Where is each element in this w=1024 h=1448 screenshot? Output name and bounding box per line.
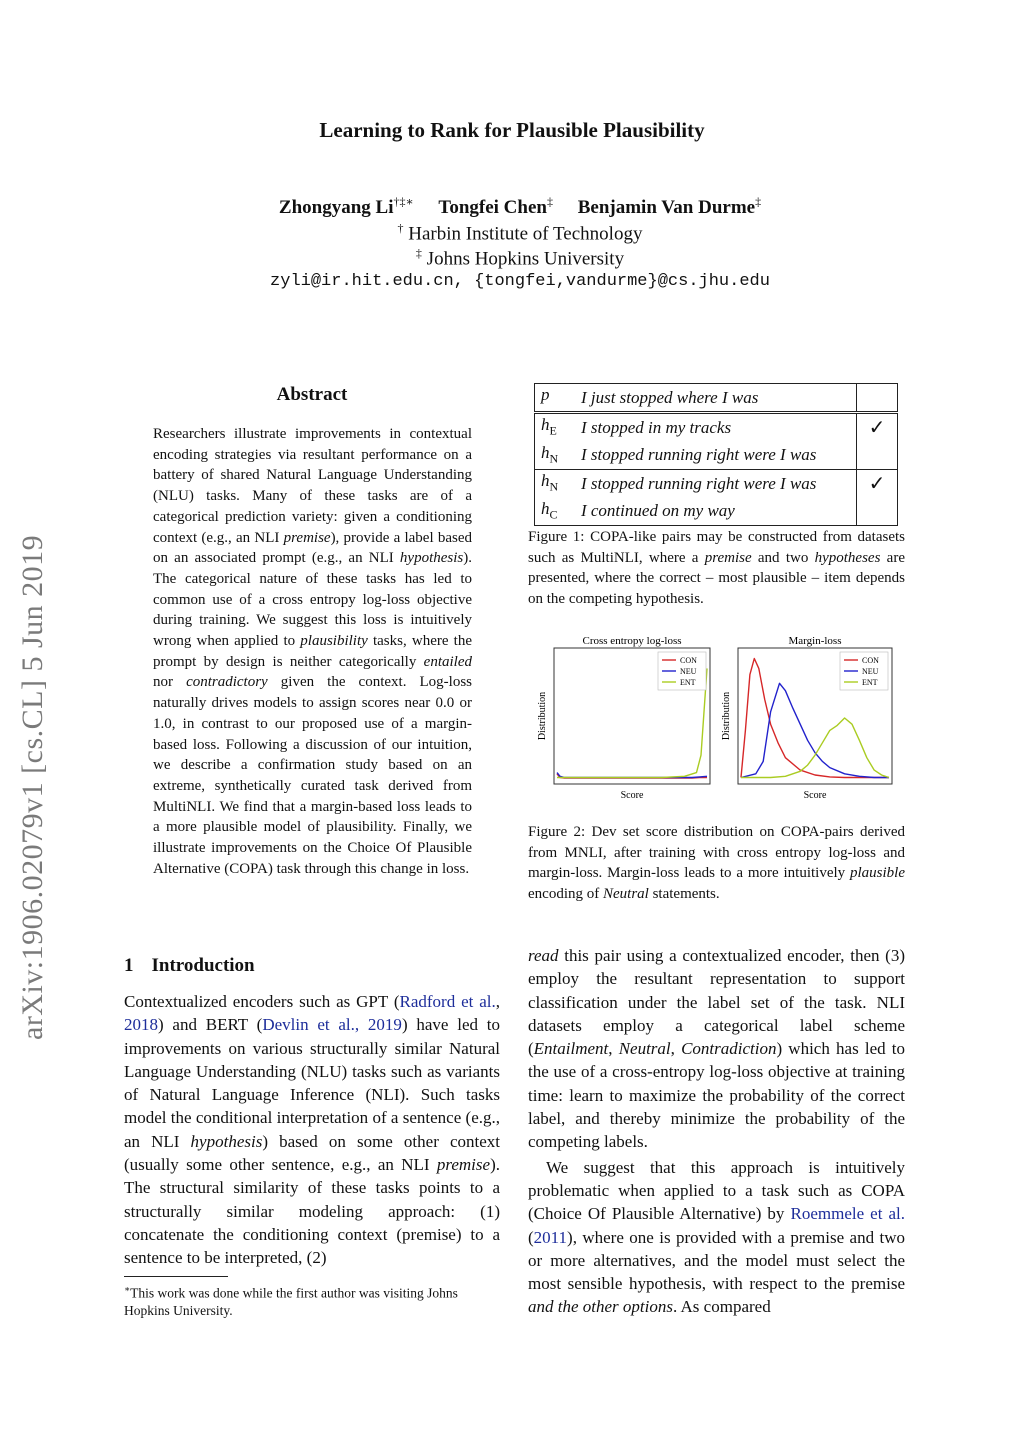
- legend-label: NEU: [862, 667, 879, 676]
- check-icon: ✓: [857, 413, 898, 442]
- series-line-neu: [741, 683, 889, 777]
- table-row: $h_N$ I stopped running right were I was ✓: [535, 470, 898, 498]
- legend-label: CON: [680, 656, 697, 665]
- legend-label: ENT: [680, 678, 696, 687]
- abstract-body: Researchers illustrate improvements in contextual encoding strategies via resultant performance on a battery of shared Natural Language Understanding (NLU) tasks. Many of these tasks are of a categorical prediction variety: given a conditioning context (e.g., an NLI premise), provide a label based on an associated prompt (e.g., an NLI hypothesis). The categorical nature of these tasks has led to common use of a cross entropy log-loss objective during training. We suggest this loss is intuitively wrong when applied to plausibility tasks, where the prompt by design is neither categorically entailed nor contradictory given the context. Log-loss naturally drives models to assign scores near 0.0 or 1.0, in contrast to our proposed use of a margin-based loss. Following a discussion of our intuition, we describe a confirmation study based on an extreme, synthetically curated task derived from MultiNLI. We find that a margin-based loss leads to a more plausible model of plausibility. Finally, we illustrate improvements on the Choice Of Plausible Alternative (COPA) task through this change in loss.: [153, 426, 473, 877]
- check-icon: [857, 442, 898, 470]
- citation-link[interactable]: 2018: [124, 1015, 158, 1035]
- author: Tongfei Chen‡: [438, 195, 553, 219]
- check-icon: ✓: [857, 470, 898, 498]
- chart-cross-entropy: [536, 632, 714, 804]
- legend-label: ENT: [862, 678, 878, 687]
- chart-title: Margin-loss: [788, 635, 842, 647]
- check-icon: [857, 384, 898, 413]
- abstract-heading: Abstract: [276, 384, 348, 405]
- intro-right-column: [528, 944, 905, 1319]
- citation-link[interactable]: Devlin et al., 2019: [262, 1015, 402, 1035]
- footnote-rule: [124, 1276, 228, 1277]
- table-row: $h_C$ I continued on my way: [535, 498, 898, 526]
- intro-left-column: Contextualized encoders such as GPT (Radford et al., 2018) and BERT (Devlin et al., 2019) have led to improvements on various structurally similar Natural Language Understanding (NLU) tasks such as variants of Natural Language Inference (NLI). Such tasks model the conditional interpretation of a sentence (e.g., an NLI hypothesis) based on some other context (usually some other sentence, e.g., an NLI premise). The structural similarity of these tasks points to a structurally similar modeling approach: (1) concatenate the conditioning context (premise) to a sentence to be interpreted, (2): [124, 992, 500, 1268]
- citation-link[interactable]: Radford et al.: [399, 992, 496, 1011]
- y-axis-label: Distribution: [537, 691, 548, 741]
- x-axis-label: Score: [620, 790, 644, 801]
- series-line-ent: [741, 718, 889, 778]
- copa-example-table: [534, 383, 898, 526]
- table-row: $h_E$ I stopped in my tracks ✓: [535, 413, 898, 442]
- arxiv-stamp: arXiv:1906.02079v1 [cs.CL] 5 Jun 2019: [16, 534, 49, 1040]
- citation-link[interactable]: 2011: [533, 1227, 568, 1247]
- author: Zhongyang Li†‡∗: [278, 195, 414, 219]
- affiliation: † Harbin Institute of Technology: [397, 221, 643, 245]
- table-row: $h_N$ I stopped running right were I was: [535, 442, 898, 470]
- legend-label: NEU: [680, 667, 697, 676]
- figure-1-caption: Figure 1: COPA-like pairs may be constructed from datasets such as MultiNLI, where a premise and two hypotheses are presented, where the correct – most plausible – item depends on the competing hypothesis.: [528, 529, 905, 608]
- citation-link[interactable]: Roemmele et al.: [790, 1204, 905, 1224]
- paragraph: We suggest that this approach is intuitively problematic when applied to a task such as COPA (Choice Of Plausible Alternative) by Roemmele et al. (2011), where one is provided with a premise and two or more alternatives, and the model must select the most sensible hypothesis, with respect to the premise and the other options. As compared: [528, 1157, 905, 1317]
- table-row: p I just stopped where I was: [535, 384, 898, 413]
- y-axis-label: Distribution: [721, 691, 732, 741]
- paragraph: read this pair using a contextualized encoder, then (3) employ the resultant representation to support classification under the label set of the task. NLI datasets employ a categorical label scheme (Entailment, Neutral, Contradiction) which has led to the use of a cross-entropy log-loss objective at training time: learn to maximize the probability of the correct label, and thereby minimize the probability of the competing labels.: [528, 946, 906, 1152]
- chart-margin-loss: [720, 632, 896, 804]
- x-axis-label: Score: [803, 790, 827, 801]
- affiliation: ‡ Johns Hopkins University: [415, 246, 625, 270]
- author: Benjamin Van Durme‡: [577, 195, 762, 219]
- paper-title: Learning to Rank for Plausible Plausibility: [319, 118, 705, 142]
- footnote: ∗This work was done while the first author was visiting Johns Hopkins University.: [124, 1284, 458, 1318]
- author-email: zyli@ir.hit.edu.cn, {tongfei,vandurme}@cs.jhu.edu: [270, 272, 770, 291]
- section-heading: 1 Introduction: [124, 955, 255, 976]
- author-list: [0, 195, 1024, 219]
- check-icon: [857, 498, 898, 526]
- legend-label: CON: [862, 656, 879, 665]
- figure-2-caption: Figure 2: Dev set score distribution on COPA-pairs derived from MNLI, after training with cross entropy log-loss and margin-loss. Margin-loss leads to a more intuitively plausible encoding of Neutral statements.: [528, 824, 905, 903]
- chart-title: Cross entropy log-loss: [582, 635, 682, 647]
